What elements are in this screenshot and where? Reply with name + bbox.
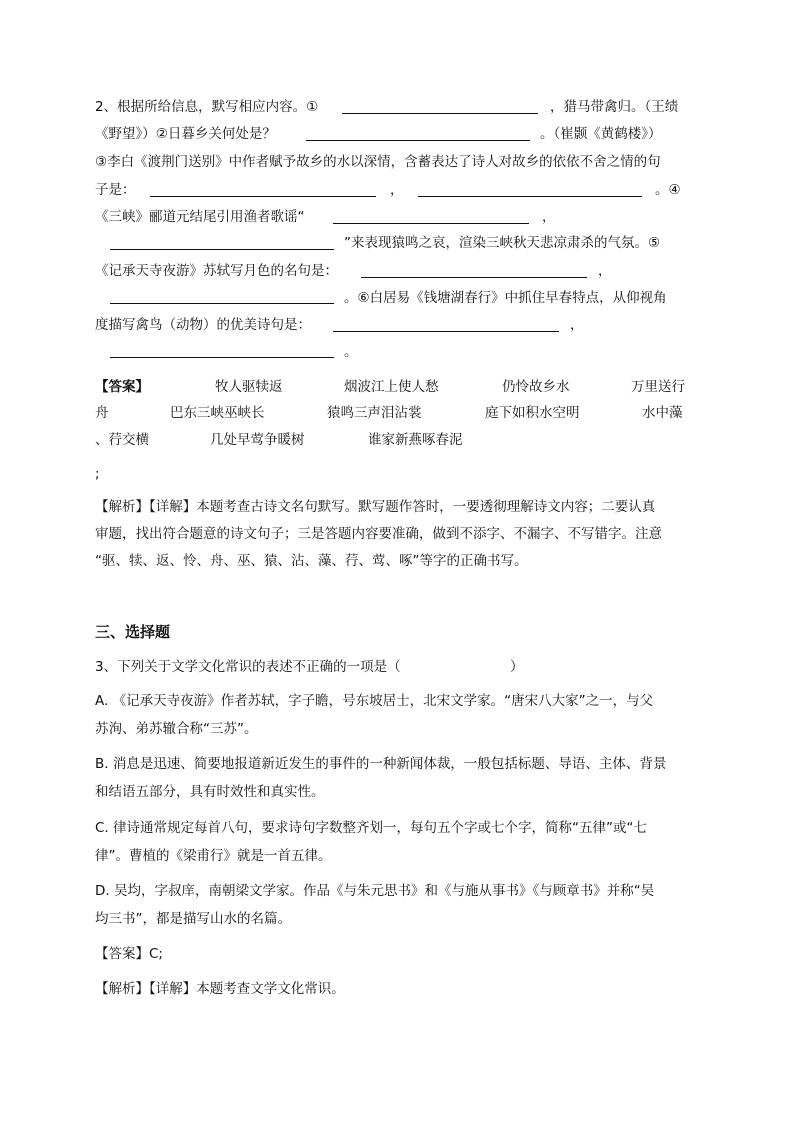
q2-line-9 xyxy=(95,315,311,335)
q2-line-5b xyxy=(542,207,556,227)
q3-option-b-line-2: 和结语五部分，具有时效性和真实性。 xyxy=(95,784,325,800)
q2-line-5-text-a: 《三峡》郦道元结尾引用渔者歌谣“ xyxy=(95,209,305,225)
q2-semicolon: ; xyxy=(95,466,100,482)
q2-line-4 xyxy=(95,180,136,200)
q2-line-9-text-a: 度描写禽鸟（动物）的优美诗句是： xyxy=(95,317,311,333)
section-heading: 三、选择题 xyxy=(95,623,171,641)
q2-analysis-line-1: 【解析】【详解】本题考查古诗文名句默写。默写题作答时，一要透彻理解诗文内容；二要认真 xyxy=(95,499,656,515)
answer-blank-6 xyxy=(110,249,334,250)
q2-answer-item: 牧人驱犊返 xyxy=(215,379,283,395)
q3-option-d-line-2: 均三书”，都是描写山水的名篇。 xyxy=(95,911,291,927)
q3-question-close-text: ） xyxy=(510,659,524,675)
q2-line-4-text-c: 。④ xyxy=(655,182,681,198)
q2-line-7b xyxy=(598,261,612,281)
answer-blank-8 xyxy=(110,303,334,304)
answer-blank-9 xyxy=(333,331,559,332)
answer-blank-1 xyxy=(342,113,538,114)
q2-line-1b xyxy=(550,97,678,117)
q2-line-10-text: 。 xyxy=(344,344,358,360)
q2-line-2-text-b: 。（崔颢《黄鹤楼》） xyxy=(540,126,662,142)
q3-option-b-line-1: B. 消息是迅速、简要地报道新近发生的事件的一种新闻体裁，一般包括标题、导语、主体、背景 xyxy=(95,756,667,772)
q2-line-8-text: 。⑥白居易《钱塘湖春行》中抓住早春特点，从仰视角 xyxy=(344,290,667,306)
q3-analysis: 【解析】【详解】本题考查文学文化常识。 xyxy=(95,981,345,997)
q3-question xyxy=(95,657,401,677)
q2-line-10 xyxy=(344,342,358,362)
q2-answer-item: 舟 xyxy=(95,405,109,421)
q2-line-6-text: ”来表现猿鸣之哀，渲染三峡秋天悲凉肃杀的气氛。⑤ xyxy=(344,235,661,251)
q3-question-text: 3、下列关于文学文化常识的表述不正确的一项是（ xyxy=(95,659,401,675)
answer-blank-2 xyxy=(306,140,530,141)
answer-blank-4 xyxy=(418,196,642,197)
q3-answer: 【答案】C; xyxy=(95,946,163,962)
q2-line-4-text-b: ， xyxy=(390,182,404,198)
q2-answer-item: 、荇交横 xyxy=(95,432,149,448)
q2-line-9b xyxy=(570,315,584,335)
q2-answer-item: 水中藻 xyxy=(642,405,683,421)
q2-line-3 xyxy=(95,152,661,172)
q2-answer-item: 万里送行 xyxy=(631,379,685,395)
q2-line-3-text: ③李白《渡荆门送别》中作者赋予故乡的水以深情，含蓄表达了诗人对故乡的依依不舍之情的句 xyxy=(95,154,661,170)
q2-answer-label: 【答案】 xyxy=(95,379,149,395)
q2-line-1 xyxy=(95,97,318,117)
q2-line-2b xyxy=(540,124,662,144)
q2-answer-item: 仍怜故乡水 xyxy=(502,379,570,395)
q2-answer-item: 庭下如积水空明 xyxy=(485,405,580,421)
answer-blank-3 xyxy=(150,196,376,197)
answer-blank-7 xyxy=(361,277,587,278)
q2-line-6 xyxy=(344,233,660,253)
answer-blank-10 xyxy=(110,357,334,358)
q3-option-d-line-1: D. 吴均，字叔庠，南朝梁文学家。作品《与朱元思书》和《与施从事书》《与顾章书》并称“吴 xyxy=(95,883,655,899)
q2-answer-item: 猿鸣三声泪沾裳 xyxy=(327,405,422,421)
q2-answer-item: 几处早莺争暖树 xyxy=(210,432,305,448)
q2-line-1-text-b: ，猎马带禽归。（王绩 xyxy=(550,99,679,115)
q2-line-8 xyxy=(344,288,667,308)
q2-line-4c xyxy=(655,180,681,200)
q2-line-1-text-a: 2、根据所给信息，默写相应内容。① xyxy=(95,99,319,115)
q3-option-c-line-2: 律”。曹植的《梁甫行》就是一首五律。 xyxy=(95,848,332,864)
q2-line-7-text-a: 《记承天寺夜游》苏轼写月色的名句是： xyxy=(95,263,338,279)
q2-line-5 xyxy=(95,207,305,227)
q3-option-c-line-1: C. 律诗通常规定每首八句，要求诗句字数整齐划一，每句五个字或七个字，简称“五律”或“七 xyxy=(95,820,647,836)
q2-line-7-text-b: ， xyxy=(598,263,612,279)
q3-question-close xyxy=(510,657,524,677)
q2-line-5-text-b: ， xyxy=(542,209,556,225)
q3-option-a-line-1: A. 《记承天寺夜游》作者苏轼，字子瞻，号东坡居士，北宋文学家。“唐宋八大家”之一，与父 xyxy=(95,693,654,709)
q2-answer-item: 谁家新燕啄春泥 xyxy=(368,432,463,448)
q2-line-4-text-a: 子是： xyxy=(95,182,136,198)
q2-analysis-line-2: 审题，找出符合题意的诗文句子；三是答题内容要准确，做到不添字、不漏字、不写错字。注意 xyxy=(95,526,662,542)
q2-answer-item: 烟波江上使人愁 xyxy=(344,379,439,395)
q2-line-2-text-a: 《野望》）②日暮乡关何处是？ xyxy=(95,126,276,142)
q3-option-a-line-2: 苏洵、弟苏辙合称“三苏”。 xyxy=(95,721,258,737)
q2-line-2 xyxy=(95,124,276,144)
q2-line-4b xyxy=(390,180,404,200)
answer-blank-5 xyxy=(333,223,529,224)
q2-analysis-line-3: “驱、犊、返、怜、舟、巫、猿、沾、藻、荇、莺、啄”等字的正确书写。 xyxy=(95,553,528,569)
q2-line-9-text-b: ， xyxy=(570,317,584,333)
q2-answer-item: 巴东三峡巫峡长 xyxy=(170,405,265,421)
q2-line-7 xyxy=(95,261,338,281)
